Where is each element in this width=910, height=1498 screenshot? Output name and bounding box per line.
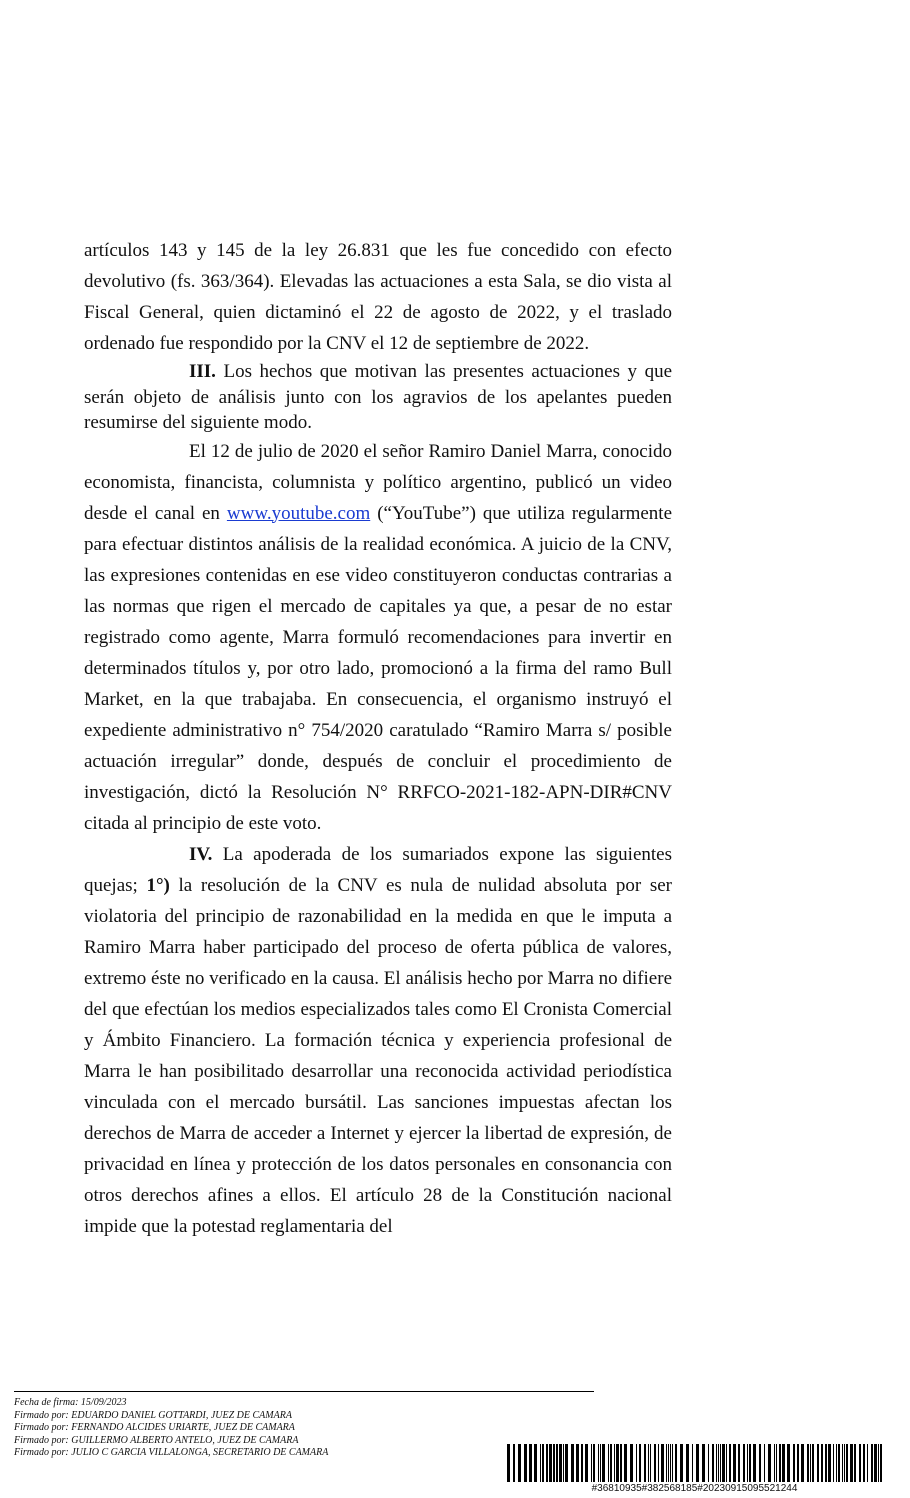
barcode-bar [743,1444,745,1482]
barcode-bar [630,1444,633,1482]
section-heading-iv: IV. [189,843,213,865]
barcode-bar [779,1444,781,1482]
barcode-bar [812,1444,814,1482]
barcode-bar [842,1444,843,1482]
signature-block [14,1397,328,1460]
barcode-bar [712,1444,714,1482]
barcode-bar [874,1444,877,1482]
barcode-bar [817,1444,819,1482]
barcode-bar [738,1444,740,1482]
barcode-bar [666,1444,667,1482]
barcode-bar [733,1444,736,1482]
barcode-bar [787,1444,790,1482]
barcode-bar [571,1444,574,1482]
signature-date: Fecha de firma: 15/09/2023 [14,1397,127,1408]
barcode-bar [747,1444,748,1482]
section-iv-text-b: la resolución de la CNV es nula de nulidad absoluta por ser violatoria del principio de razonabilidad en la medida en que le imputa a Ramiro Marra haber participado del proceso de oferta pública de valores, extremo éste no verificado en la causa. El análisis hecho por Marra no difiere del que efectúan los medios especializados tales como El Cronista Comercial y Ámbito Financiero. La formación técnica y experiencia profesional de Marra le han posibilitado desarrollar una reconocida actividad periodística vinculada con el mercado bursátil. Las sanciones impuestas afectan los derechos de Marra de acceder a Internet y ejercer la libertad de expresión, de privacidad en línea y protección de los datos personales en consonancia con otros derechos afines a ellos. El artículo 28 de la Constitución nacional impide que la potestad reglamentaria del [84,874,672,1237]
barcode-bar [585,1444,588,1482]
barcode-bar [696,1444,699,1482]
barcode-bar [850,1444,853,1482]
barcode-bar [821,1444,823,1482]
barcode-bar [859,1444,861,1482]
barcode-bar [668,1444,669,1482]
paragraph-procedural-history: artículos 143 y 145 de la ley 26.831 que les fue concedido con efecto devolutivo (fs. 363/364). Elevadas las actuaciones a esta Sala, se dio vista al Fiscal General, quien dictaminó el 22 de agosto de 2022, y el traslado ordenado fue respondido por la CNV el 12 de septiembre de 2022. [84,240,672,354]
barcode-bar [749,1444,751,1482]
barcode-bar [871,1444,873,1482]
signer-line: Firmado por: GUILLERMO ALBERTO ANTELO, JUEZ DE CAMARA [14,1434,299,1446]
barcode-bar [581,1444,583,1482]
barcode-bar [692,1444,693,1482]
barcode-bar [797,1444,799,1482]
barcode-bar [600,1444,601,1482]
barcode-bar [708,1444,709,1482]
barcode-bar [616,1444,619,1482]
barcode-bar [670,1444,671,1482]
barcode-bar [598,1444,599,1482]
barcode-bar [658,1444,659,1482]
facts-text-a: El 12 de julio de 2020 el señor Ramiro Daniel Marra, conocido economista, financista, columnista y político argentino, publicó un video desde el canal en [84,440,672,524]
barcode-bar [529,1444,532,1482]
barcode-bar [759,1444,761,1482]
barcode-bar [828,1444,831,1482]
signer-line: Firmado por: EDUARDO DANIEL GOTTARDI, JUEZ DE CAMARA [14,1409,292,1421]
barcode-bar [672,1444,673,1482]
barcode-bar [602,1444,605,1482]
barcode-image [507,1444,882,1482]
barcode-bar [878,1444,879,1482]
barcode-bar [867,1444,868,1482]
barcode-bar [610,1444,612,1482]
barcode-bar [639,1444,641,1482]
barcode-bar [546,1444,548,1482]
barcode-bar [836,1444,837,1482]
barcode-bar [624,1444,627,1482]
barcode-bar [542,1444,544,1482]
barcode-bar [720,1444,721,1482]
barcode-bar [565,1444,568,1482]
barcode-bar [556,1444,558,1482]
barcode-bar [774,1444,775,1482]
barcode-bar [807,1444,809,1482]
document-body [84,235,672,1242]
signer-line: Firmado por: FERNANDO ALCIDES URIARTE, JUEZ DE CAMARA [14,1422,295,1433]
barcode-bar [810,1444,811,1482]
barcode-bar [726,1444,727,1482]
barcode-bar [654,1444,656,1482]
barcode-bar [722,1444,725,1482]
facts-text-b: (“YouTube”) que utiliza regularmente para efectuar distintos análisis de la realidad económica. A juicio de la CNV, las expresiones contenidas en ese video constituyeron conductas contrarias a las normas que rigen el mercado de capitales ya que, a pesar de no estar registrado como agente, Marra formuló recomendaciones para invertir en determinados títulos y, por otro lado, promocionó a la firma del ramo Bull Market, en la que trabajaba. En consecuencia, el organismo instruyó el expediente administrativo n° 754/2020 caratulado “Ramiro Marra s/ posible actuación irregular” donde, después de concluir el procedimiento de investigación, dictó la Resolución N° RRFCO-2021-182-APN-DIR#CNV citada al principio de este voto. [84,502,672,834]
barcode-bar [591,1444,592,1482]
barcode-bar [801,1444,804,1482]
barcode-bar [702,1444,705,1482]
barcode-bar [576,1444,579,1482]
barcode-bar [863,1444,865,1482]
barcode-bar [563,1444,564,1482]
barcode-bar [513,1444,515,1482]
section-heading-iii: III. [189,361,216,382]
paragraph-section-iii [84,359,672,436]
barcode-bar [793,1444,795,1482]
barcode-bar [680,1444,683,1482]
barcode-bar [854,1444,856,1482]
barcode-bar [661,1444,664,1482]
paragraph-section-iv [84,839,672,1242]
barcode-bar [675,1444,677,1482]
footer-divider [14,1391,594,1392]
barcode-bar [534,1444,537,1482]
barcode-bar [644,1444,646,1482]
section-iii-text: Los hechos que motivan las presentes actuaciones y que serán objeto de análisis junto con los agravios de los apelantes pueden resumirse del siguiente modo. [84,361,672,433]
barcode-bar [764,1444,765,1482]
barcode-bar [608,1444,609,1482]
youtube-link[interactable]: www.youtube.com [226,502,371,524]
barcode-bar [540,1444,541,1482]
barcode-bar [776,1444,777,1482]
barcode-bar [524,1444,527,1482]
barcode-bar [507,1444,510,1482]
barcode-bar [838,1444,840,1482]
barcode-bar [753,1444,756,1482]
barcode-bar [686,1444,689,1482]
barcode-number: #36810935#382568185#20230915095521244 [591,1483,798,1494]
barcode-bar [553,1444,555,1482]
barcode-bar [768,1444,771,1482]
barcode-bar [844,1444,845,1482]
barcode-bar [782,1444,785,1482]
barcode-bar [716,1444,717,1482]
paragraph-facts [84,436,672,839]
signer-line: Firmado por: JULIO C GARCIA VILLALONGA, SECRETARIO DE CAMARA [14,1447,329,1458]
barcode-bar [549,1444,552,1482]
barcode-bar [593,1444,595,1482]
barcode-bar [880,1444,882,1482]
barcode-bar [620,1444,622,1482]
complaint-number-1: 1°) [146,874,170,896]
barcode-bar [518,1444,521,1482]
section-iv-text-a: La apoderada de los sumariados expone las siguientes quejas; [84,843,672,896]
barcode-bar [825,1444,827,1482]
barcode-bar [833,1444,834,1482]
barcode-bar [559,1444,562,1482]
barcode-bar [729,1444,731,1482]
barcode-bar [718,1444,719,1482]
barcode-bar [636,1444,637,1482]
barcode-bar [614,1444,615,1482]
barcode-bar [650,1444,651,1482]
barcode-bar [648,1444,649,1482]
barcode-bar [846,1444,848,1482]
